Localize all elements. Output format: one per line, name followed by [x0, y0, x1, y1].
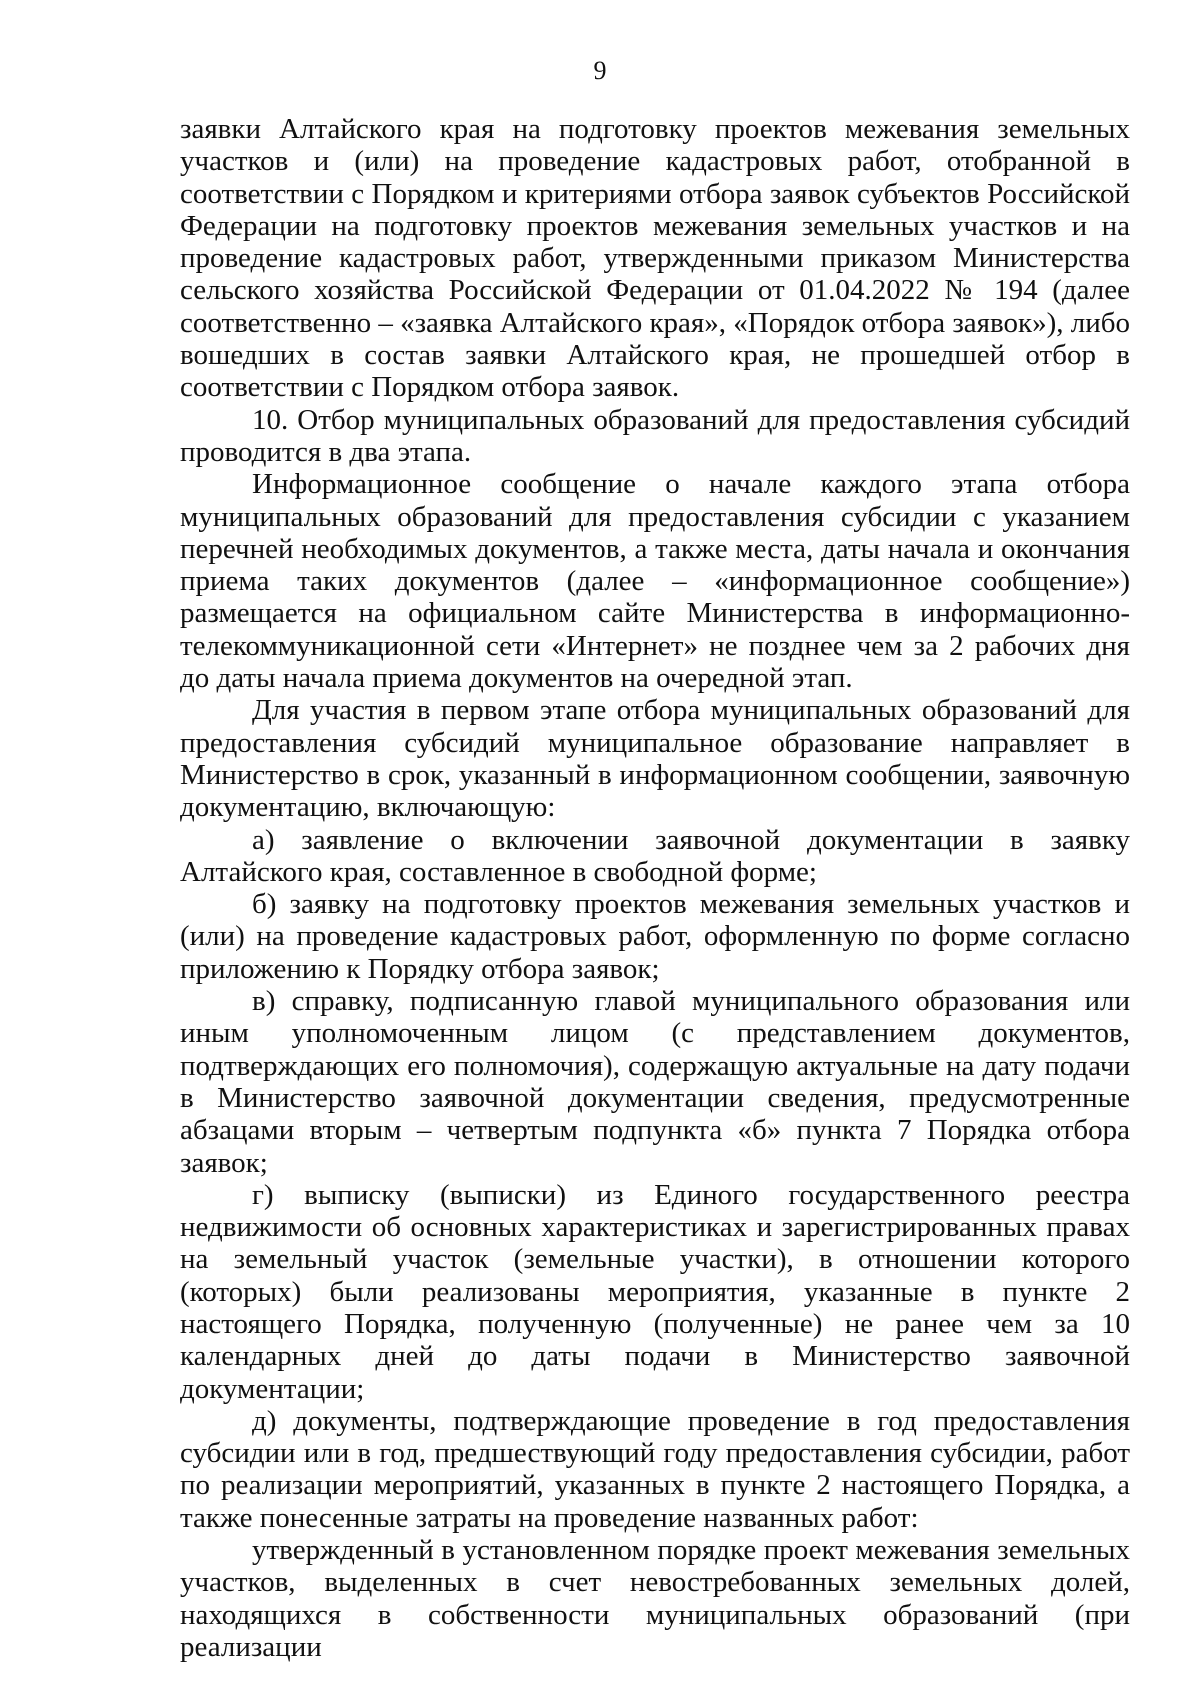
paragraph-information-message: Информационное сообщение о начале каждого этапа отбора муниципальных образований для предоставления субсидии с указанием перечней необходимых документов, а также места, даты начала и окончания приема таких документов (далее – «информационное сообщение») размещается на официальном сайте Министерства в информационно-телекоммуникационной сети «Интернет» не позднее чем за 2 рабочих дня до даты начала приема документов на очередной этап.: [180, 468, 1130, 695]
document-body: [180, 113, 1130, 1663]
paragraph-subitem-a: а) заявление о включении заявочной документации в заявку Алтайского края, составленное в свободной форме;: [180, 823, 1130, 888]
page-number: 9: [593, 56, 607, 85]
paragraph-item-10: 10. Отбор муниципальных образований для предоставления субсидий проводится в два этапа.: [180, 403, 1130, 468]
paragraph-first-stage: Для участия в первом этапе отбора муниципальных образований для предоставления субсидий муниципальное образование направляет в Министерство в срок, указанный в информационном сообщении, заявочную документацию, включающую:: [180, 694, 1130, 824]
paragraph-continuation: заявки Алтайского края на подготовку проектов межевания земельных участков и (или) на проведение кадастровых работ, отобранной в соответствии с Порядком и критериями отбора заявок субъектов Российской Федерации на подготовку проектов межевания земельных участков и на проведение кадастровых работ, утвержденными приказом Министерства сельского хозяйства Российской Федерации от 01.04.2022 № 194 (далее соответственно – «заявка Алтайского края», «Порядок отбора заявок»), либо вошедших в состав заявки Алтайского края, не прошедшей отбор в соответствии с Порядком отбора заявок.: [180, 113, 1130, 404]
paragraph-approved-project: утвержденный в установленном порядке проект межевания земельных участков, выделенных в счет невостребованных земельных долей, находящихся в собственности муниципальных образований (при реализации: [180, 1534, 1130, 1663]
paragraph-subitem-g: г) выписку (выписки) из Единого государственного реестра недвижимости об основных характеристиках и зарегистрированных правах на земельный участок (земельные участки), в отношении которого (которых) были реализованы мероприятия, указанные в пункте 2 настоящего Порядка, полученную (полученные) не ранее чем за 10 календарных дней до даты подачи в Министерство заявочной документации;: [180, 1178, 1130, 1405]
paragraph-subitem-b: б) заявку на подготовку проектов межевания земельных участков и (или) на проведение кадастровых работ, оформленную по форме согласно приложению к Порядку отбора заявок;: [180, 888, 1130, 985]
paragraph-subitem-d: д) документы, подтверждающие проведение в год предоставления субсидии или в год, предшествующий году предоставления субсидии, работ по реализации мероприятий, указанных в пункте 2 настоящего Порядка, а также понесенные затраты на проведение названных работ:: [180, 1404, 1130, 1534]
paragraph-subitem-v: в) справку, подписанную главой муниципального образования или иным уполномоченным лицом (с представлением документов, подтверждающих его полномочия), содержащую актуальные на дату подачи в Министерство заявочной документации сведения, предусмотренные абзацами вторым – четвертым подпункта «б» пункта 7 Порядка отбора заявок;: [180, 985, 1130, 1179]
